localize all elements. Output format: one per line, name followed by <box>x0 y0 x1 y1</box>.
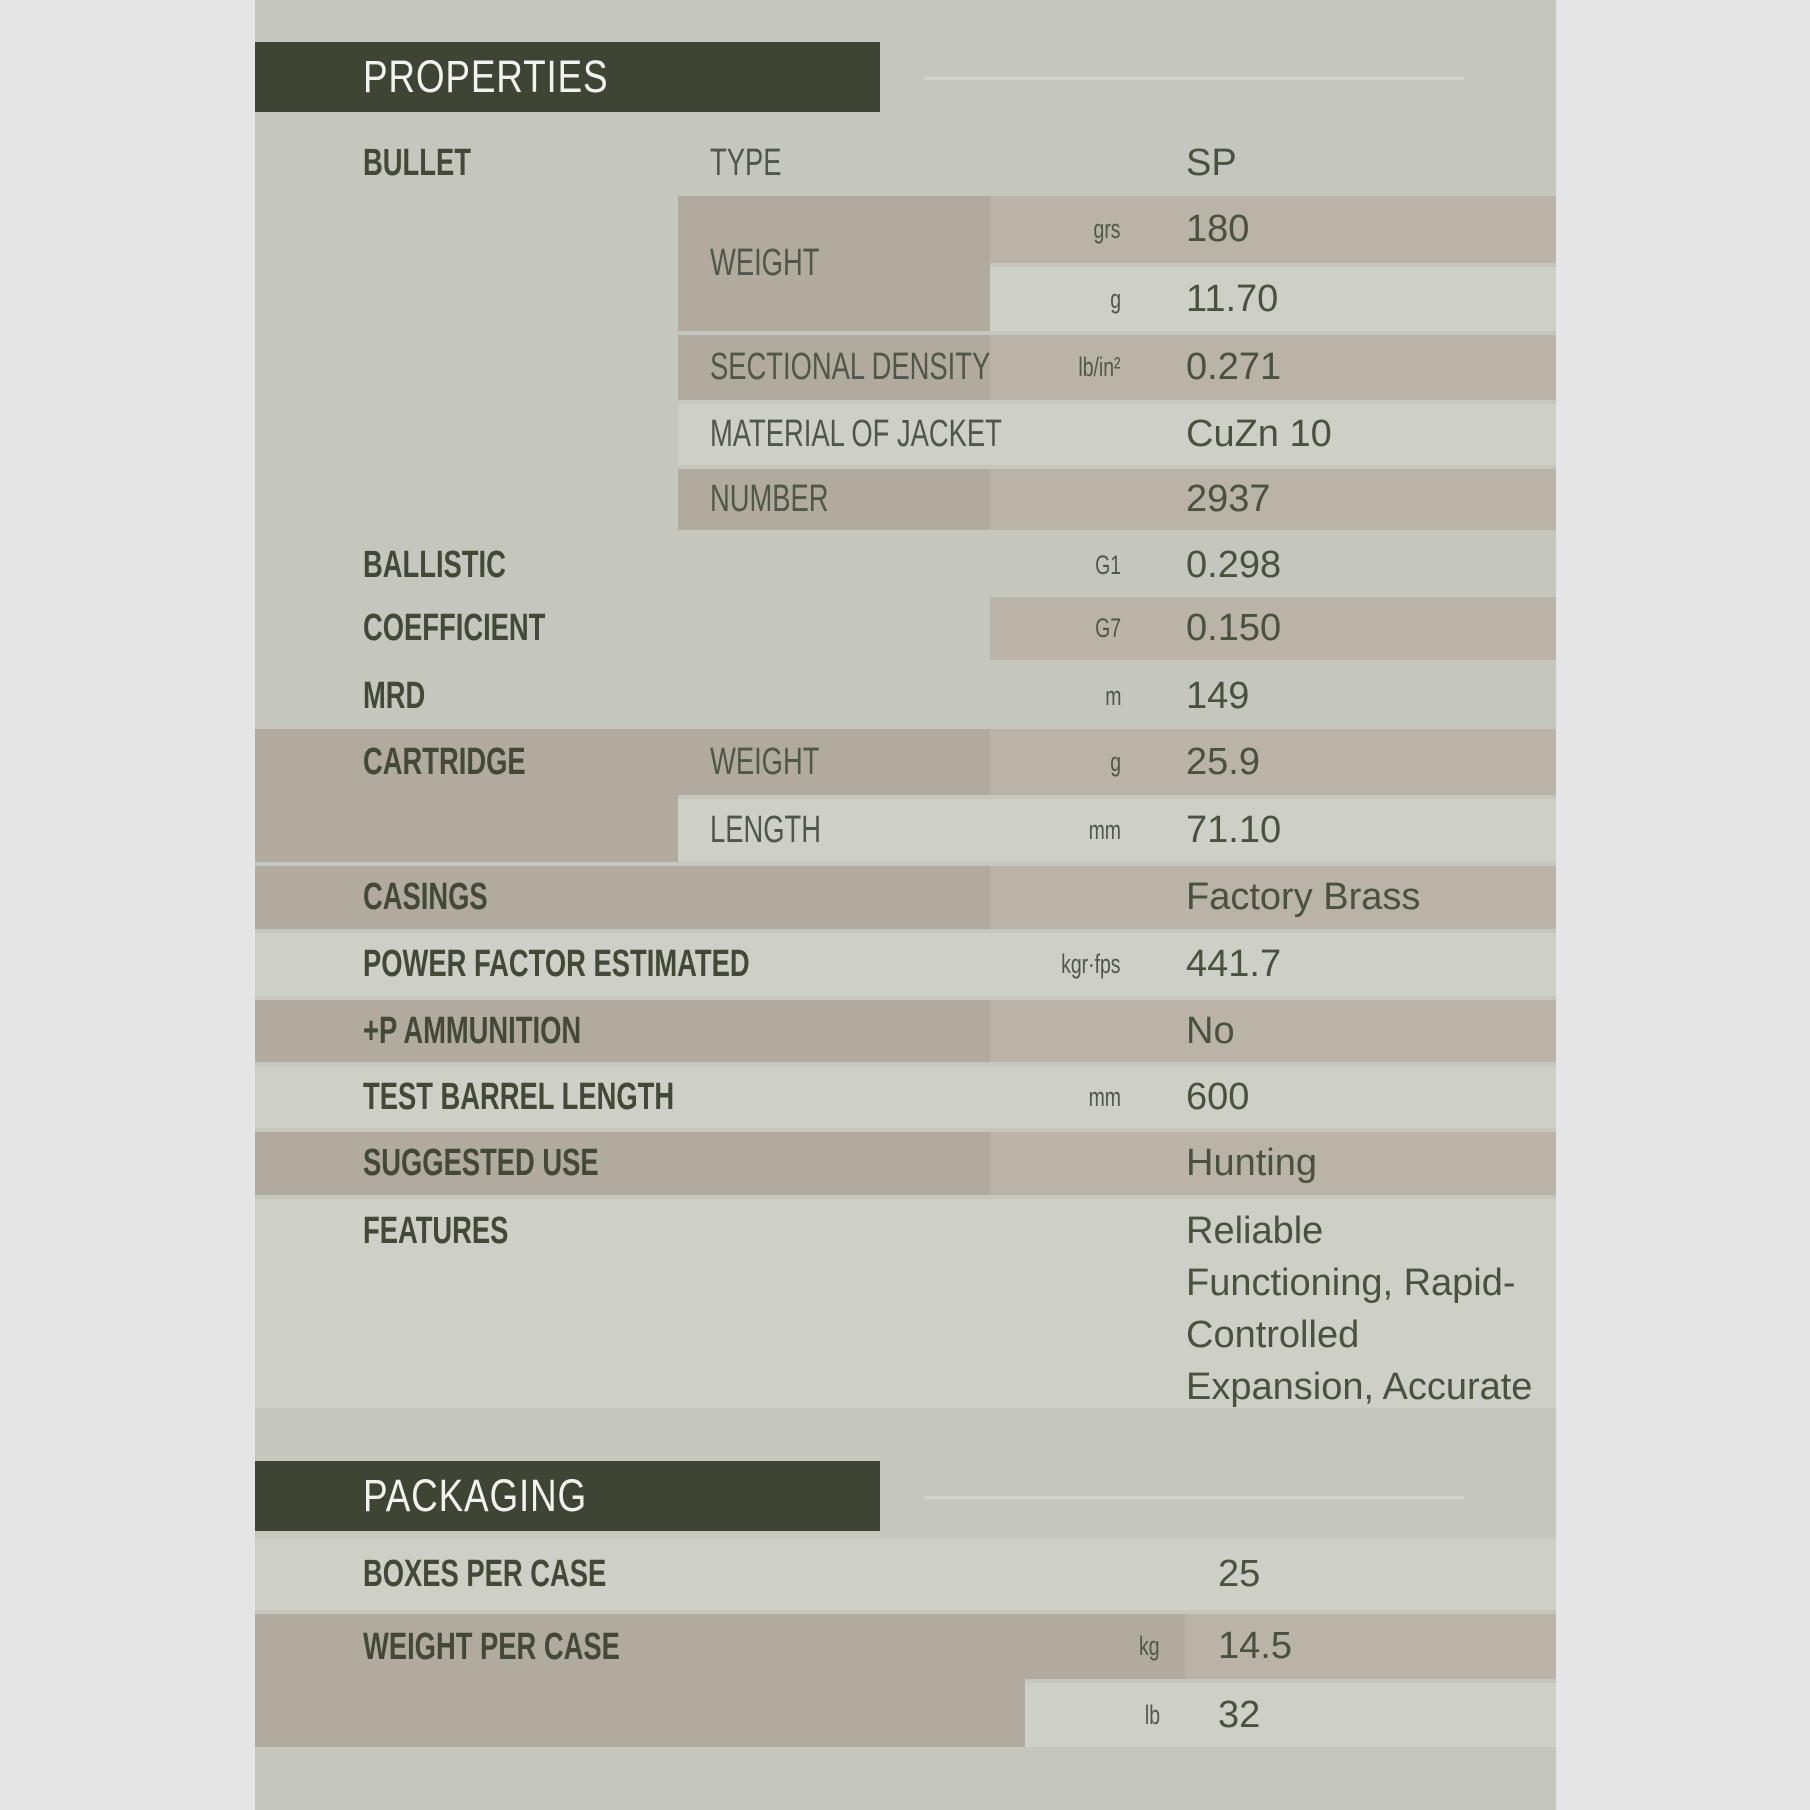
suggested-use-value: Hunting <box>1186 1142 1317 1184</box>
cartridge-length-value: 71.10 <box>1186 809 1282 851</box>
content-panel <box>255 0 1556 1810</box>
weight-grs-value: 180 <box>1186 208 1250 250</box>
row-material-of-jacket <box>255 404 1556 465</box>
row-sectional-density <box>255 335 1556 400</box>
type-label: TYPE <box>710 141 782 184</box>
row-weight-per-case-group <box>255 1614 1556 1747</box>
g1-unit: G1 <box>1095 550 1121 580</box>
features-line-4: Expansion, Accurate <box>1186 1366 1533 1408</box>
row-boxes-per-case <box>255 1538 1556 1610</box>
row-bullet-weight-group <box>255 196 1556 331</box>
power-factor-value: 441.7 <box>1186 943 1282 985</box>
weight-label: WEIGHT <box>710 242 820 284</box>
features-line-1: Reliable <box>1186 1210 1324 1252</box>
p-ammunition-value: No <box>1186 1009 1235 1052</box>
mrd-label: MRD <box>363 675 426 717</box>
ballistic-group-line2: COEFFICIENT <box>363 607 546 649</box>
row-power-factor <box>255 933 1556 996</box>
material-of-jacket-value: CuZn 10 <box>1186 413 1332 455</box>
number-label: NUMBER <box>710 478 829 520</box>
row-weight-g <box>990 267 1556 331</box>
row-mrd <box>255 664 1556 729</box>
weight-per-case-label: WEIGHT PER CASE <box>363 1626 620 1668</box>
g7-unit: G7 <box>1095 613 1121 643</box>
test-barrel-length-value: 600 <box>1186 1075 1250 1118</box>
material-of-jacket-label: MATERIAL OF JACKET <box>710 413 1002 455</box>
row-features <box>255 1199 1556 1408</box>
row-cartridge-weight <box>678 729 1556 795</box>
features-line-2: Functioning, Rapid- <box>1186 1262 1516 1304</box>
cartridge-length-unit: mm <box>1088 815 1121 845</box>
row-bullet-type <box>255 130 1556 196</box>
test-barrel-length-label: TEST BARREL LENGTH <box>363 1075 675 1118</box>
row-weight-per-case-kg <box>1025 1614 1556 1679</box>
weight-lb-value: 32 <box>1218 1693 1261 1736</box>
packaging-divider <box>924 1496 1464 1499</box>
test-barrel-length-unit: mm <box>1088 1081 1121 1112</box>
row-ballistic-g1 <box>255 534 1556 597</box>
packaging-title: PACKAGING <box>363 1470 588 1521</box>
power-factor-label: POWER FACTOR ESTIMATED <box>363 943 750 985</box>
row-ballistic-g7 <box>255 597 1556 660</box>
sectional-density-value: 0.271 <box>1186 346 1282 388</box>
packaging-table <box>255 1538 1556 1747</box>
properties-divider <box>924 77 1464 80</box>
sectional-density-label: SECTIONAL DENSITY <box>710 346 991 388</box>
weight-grs-unit: grs <box>1093 214 1121 244</box>
weight-g-value: 11.70 <box>1186 277 1279 320</box>
properties-table <box>255 130 1556 1408</box>
row-suggested-use <box>255 1132 1556 1195</box>
row-weight-per-case-lb <box>1025 1683 1556 1747</box>
power-factor-unit: kgr·fps <box>1061 949 1121 979</box>
properties-header-bar <box>255 42 880 112</box>
sectional-density-unit: lb/in² <box>1078 352 1121 382</box>
features-label: FEATURES <box>363 1210 509 1252</box>
bullet-group-label: BULLET <box>363 141 471 184</box>
weight-kg-unit: kg <box>1139 1631 1160 1661</box>
mrd-value: 149 <box>1186 675 1250 717</box>
cartridge-group-label: CARTRIDGE <box>363 741 526 783</box>
row-weight-grs <box>990 196 1556 263</box>
row-casings <box>255 866 1556 929</box>
weight-g-unit: g <box>1110 283 1121 314</box>
number-value: 2937 <box>1186 478 1271 520</box>
cartridge-weight-label: WEIGHT <box>710 740 820 783</box>
weight-kg-value: 14.5 <box>1218 1625 1292 1667</box>
cartridge-weight-unit: g <box>1110 746 1121 777</box>
row-p-ammunition <box>255 1000 1556 1062</box>
packaging-header-bar <box>255 1461 880 1531</box>
cartridge-weight-value: 25.9 <box>1186 740 1260 783</box>
g7-value: 0.150 <box>1186 607 1282 649</box>
features-value <box>1186 1199 1532 1413</box>
ballistic-group-line1: BALLISTIC <box>363 544 506 586</box>
boxes-per-case-label: BOXES PER CASE <box>363 1552 607 1595</box>
row-cartridge-group <box>255 729 1556 862</box>
cartridge-length-label: LENGTH <box>710 809 821 851</box>
mrd-unit: m <box>1104 681 1121 711</box>
properties-title: PROPERTIES <box>363 51 609 102</box>
row-number <box>255 469 1556 530</box>
features-line-3: Controlled <box>1186 1314 1360 1356</box>
type-value: SP <box>1186 141 1237 184</box>
casings-value: Factory Brass <box>1186 876 1421 918</box>
boxes-per-case-value: 25 <box>1218 1552 1261 1595</box>
row-test-barrel-length <box>255 1066 1556 1128</box>
p-ammunition-label: +P AMMUNITION <box>363 1009 582 1052</box>
row-cartridge-length <box>678 799 1556 862</box>
weight-lb-unit: lb <box>1144 1699 1160 1730</box>
g1-value: 0.298 <box>1186 544 1282 586</box>
casings-label: CASINGS <box>363 876 488 918</box>
suggested-use-label: SUGGESTED USE <box>363 1142 599 1184</box>
